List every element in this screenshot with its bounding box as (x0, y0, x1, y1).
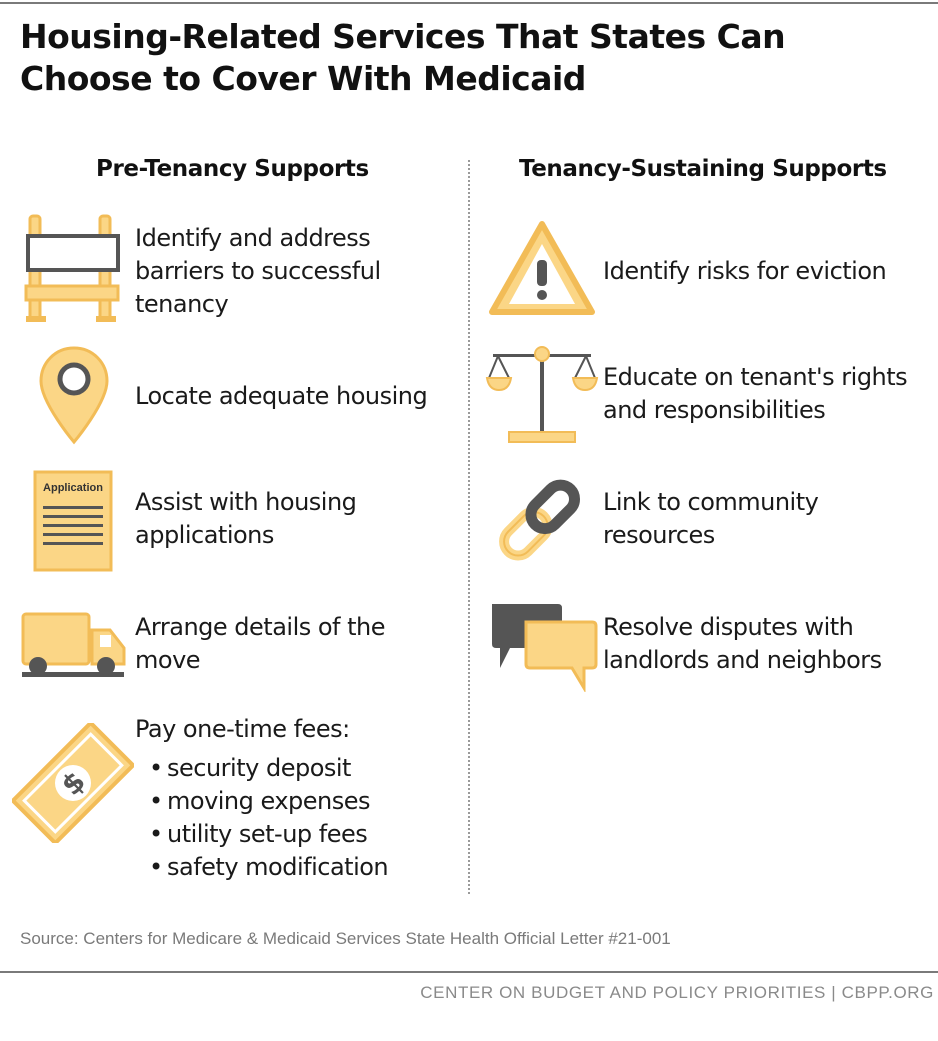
speech-bubbles-icon (488, 600, 600, 692)
barrier-icon (22, 212, 126, 324)
list-item: Link to community resources (603, 488, 819, 549)
svg-text:$: $ (54, 764, 92, 802)
list-item: Locate adequate housing (135, 382, 428, 410)
location-pin-icon (38, 345, 110, 445)
application-icon-label: Application (43, 482, 103, 494)
fee-item: • utility set-up fees (149, 818, 388, 851)
fee-item: • moving expenses (149, 785, 388, 818)
fee-list (149, 752, 388, 884)
list-item: Identify risks for eviction (603, 257, 887, 285)
list-item: Resolve disputes with landlords and neighbors (603, 613, 882, 674)
source-note: Source: Centers for Medicare & Medicaid Services State Health Official Letter #21-001 (20, 929, 671, 948)
page-title: Housing-Related Services That States Can Choose to Cover With Medicaid (20, 17, 786, 98)
chain-link-icon (490, 472, 590, 570)
list-item: Arrange details of the move (135, 613, 386, 674)
pre-tenancy-heading: Pre-Tenancy Supports (96, 156, 369, 182)
fee-item: • safety modification (149, 851, 388, 884)
scales-icon (485, 344, 599, 446)
dollar-bill-icon (12, 723, 134, 843)
list-item: Assist with housing applications (135, 488, 357, 549)
warning-triangle-icon (486, 218, 598, 320)
moving-truck-icon (20, 610, 128, 682)
list-item: Identify and address barriers to successful tenancy (135, 224, 381, 318)
list-item: Educate on tenant's rights and responsibilities (603, 363, 908, 424)
column-divider (468, 160, 470, 894)
application-form-icon (33, 470, 113, 572)
bottom-rule (0, 971, 938, 973)
tenancy-sustaining-heading: Tenancy-Sustaining Supports (519, 156, 887, 182)
footer-credit: CENTER ON BUDGET AND POLICY PRIORITIES | CBPP.ORG (420, 983, 934, 1002)
fee-item: • security deposit (149, 752, 388, 785)
top-rule (0, 2, 938, 4)
list-item: Pay one-time fees: • security deposit • moving expenses • utility set-up fees • safety modification (135, 713, 388, 884)
